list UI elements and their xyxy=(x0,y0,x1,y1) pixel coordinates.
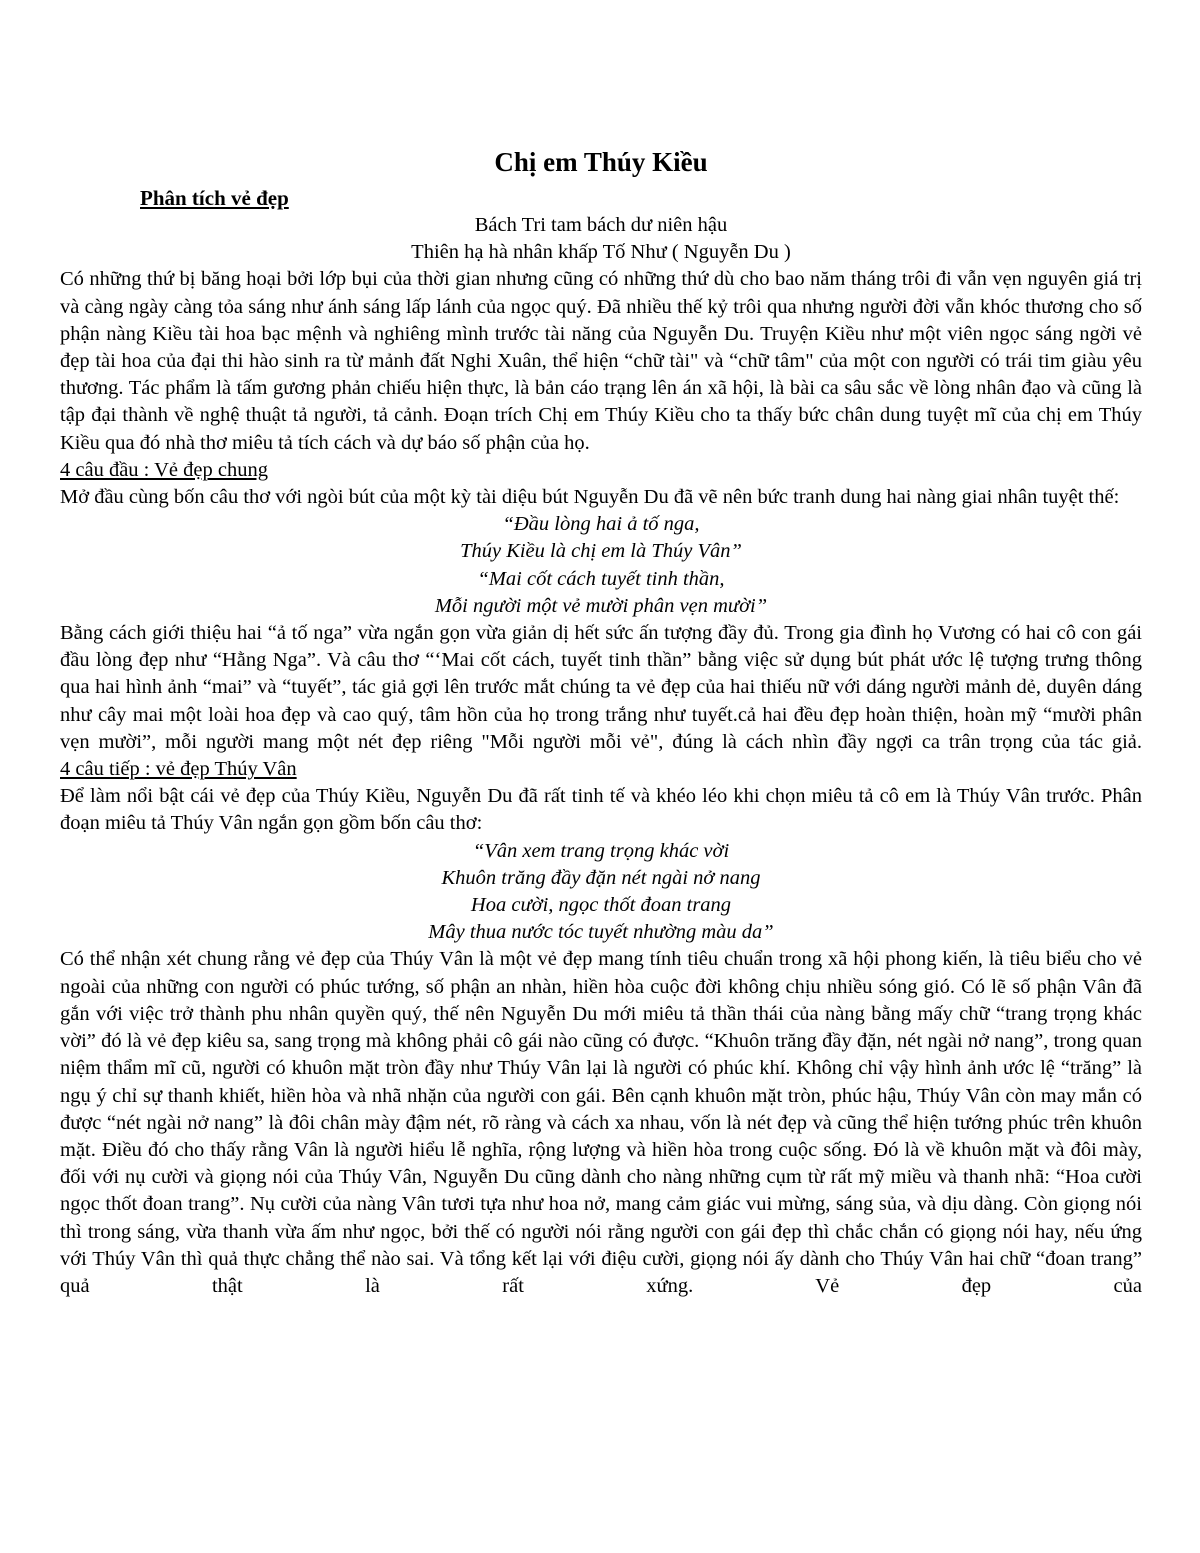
document-page xyxy=(60,140,1142,1300)
poem-line: Khuôn trăng đầy đặn nét ngài nở nang xyxy=(441,866,761,889)
poem-line: “Mai cốt cách tuyết tinh thần, xyxy=(477,567,725,590)
section1-lead-paragraph: Mở đầu cùng bốn câu thơ với ngòi bút của một kỳ tài diệu bút Nguyễn Du đã vẽ nên bức tranh dung hai nàng giai nhân tuyệt thế: xyxy=(60,486,1120,509)
section2-analysis-paragraph: Có thể nhận xét chung rằng vẻ đẹp của Thúy Vân là một vẻ đẹp mang tính tiêu chuẩn trong xã hội phong kiến, là tiêu biểu cho vẻ ngoài của những con người có phúc tướng, số phận an nhàn, hiền hòa cuộc đời không chịu nhiều sóng gió. Có lẽ số phận Vân đã gắn với việc trở thành phu nhân quyền quý, thế nên Nguyễn Du mới miêu tả thần thái của nàng bằng mấy chữ “trang trọng khác vời” đó là vẻ đẹp kiêu sa, sang trọng mà không phải cô gái nào cũng có được. “Khuôn trăng đầy đặn, nét ngài nở nang”, trong quan niệm thẩm mĩ cũ, người có khuôn mặt tròn đầy như Thúy Vân lại là người có phúc khí. Không chỉ vậy hình ảnh ước lệ “trăng” là ngụ ý chỉ sự thanh khiết, hiền hòa và nhã nhặn của người con gái. Bên cạnh khuôn mặt tròn, phúc hậu, Thúy Vân còn may mắn có được “nét ngài nở nang” là đôi chân mày đậm nét, rõ ràng và cách xa nhau, vốn là nét đẹp và cũng thể hiện tướng phúc trên khuôn mặt. Điều đó cho thấy rằng Vân là người hiểu lễ nghĩa, rộng lượng và hiền hòa trong cuộc sống. Đó là về khuôn mặt và đôi mày, đối với nụ cười và giọng nói của Thúy Vân, Nguyễn Du cũng dành cho nàng những cụm từ rất mỹ miều và thanh nhã: “Hoa cười ngọc thốt đoan trang”. Nụ cười của nàng Vân tươi tựa như hoa nở, mang cảm giác vui mừng, sáng sủa, và dịu dàng. Còn giọng nói thì trong sáng, vừa thanh vừa ấm như ngọc, bởi thế có người nói rằng người con gái đẹp thì chắc chắn có giọng nói hay, nếu ứng với Thúy Vân thì quả thực chẳng thể nào sai. Và tổng kết lại với điệu cười, giọng nói ấy dành cho Thúy Vân hai chữ “đoan trang” quả thật là rất xứng. Vẻ đẹp của xyxy=(60,948,1142,1297)
epigraph-line: Bách Tri tam bách dư niên hậu xyxy=(474,214,728,236)
poem-line: “Đầu lòng hai ả tố nga, xyxy=(502,513,700,536)
section1-analysis-paragraph: Bằng cách giới thiệu hai “ả tố nga” vừa ngắn gọn vừa giản dị hết sức ấn tượng đầy đủ. Trong gia đình họ Vương có hai cô con gái đầu lòng đẹp như “Hằng Nga”. Và câu thơ “‘Mai cốt cách, tuyết tinh thần” bằng việc sử dụng bút phát ước lệ tượng trưng thông qua hai hình ảnh “mai” và “tuyết”, tác giả gợi lên trước mắt chúng ta vẻ đẹp của hai thiếu nữ với dáng người mảnh dẻ, duyên dáng như cây mai một loài hoa đẹp và cao quý, tâm hồn của họ trong trắng như tuyết.cả hai đều đẹp hoàn thiện, hoàn mỹ “mười phân vẹn mười”, mỗi người mang một nét đẹp riêng "Mỗi người mỗi vẻ", đúng là cách nhìn đầy ngợi ca trân trọng của tác giả. xyxy=(60,622,1142,753)
intro-paragraph: Có những thứ bị băng hoại bởi lớp bụi của thời gian nhưng cũng có những thứ dù cho bao năm tháng trôi đi vẫn vẹn nguyên giá trị và càng ngày càng tỏa sáng như ánh sáng lấp lánh của ngọc quý. Đã nhiều thế kỷ trôi qua nhưng người đời vẫn khóc thương cho số phận nàng Kiều tài hoa bạc mệnh và nghiêng mình trước tài năng của Nguyễn Du. Truyện Kiều như một viên ngọc sáng ngời vẻ đẹp tài hoa của đại thi hào sinh ra từ mảnh đất Nghi Xuân, thể hiện “chữ tài" và “chữ tâm" của một con người có trái tim giàu yêu thương. Tác phẩm là tấm gương phản chiếu hiện thực, là bản cáo trạng lên án xã hội, là bài ca sâu sắc về lòng nhân đạo và cũng là tập đại thành về nghệ thuật tả người, tả cảnh. Đoạn trích Chị em Thúy Kiều cho ta thấy bức chân dung tuyệt mĩ của chị em Thúy Kiều qua đó nhà thơ miêu tả tích cách và dự báo số phận của họ. xyxy=(60,268,1142,454)
poem-line: “Vân xem trang trọng khác vời xyxy=(472,839,730,862)
poem-line: Mỗi người một vẻ mười phân vẹn mười” xyxy=(434,594,768,617)
section-heading-vẻ-đẹp-chung: 4 câu đầu : Vẻ đẹp chung xyxy=(60,458,268,481)
epigraph-line: Thiên hạ hà nhân khấp Tố Như ( Nguyễn Du ) xyxy=(411,241,791,264)
poem-line: Hoa cười, ngọc thốt đoan trang xyxy=(470,894,732,917)
document-subtitle: Phân tích vẻ đẹp xyxy=(140,186,289,210)
poem-line: Mây thua nước tóc tuyết nhường màu da” xyxy=(428,921,774,944)
poem-line: Thúy Kiều là chị em là Thúy Vân” xyxy=(460,540,742,563)
section2-lead-paragraph: Để làm nổi bật cái vẻ đẹp của Thúy Kiều, Nguyễn Du đã rất tinh tế và khéo léo khi chọn miêu tả cô em là Thúy Vân trước. Phân đoạn miêu tả Thúy Vân ngắn gọn gồm bốn câu thơ: xyxy=(60,785,1142,835)
document-title: Chị em Thúy Kiều xyxy=(494,147,708,177)
section-heading-vẻ-đẹp-thúy-vân: 4 câu tiếp : vẻ đẹp Thúy Vân xyxy=(60,758,297,781)
